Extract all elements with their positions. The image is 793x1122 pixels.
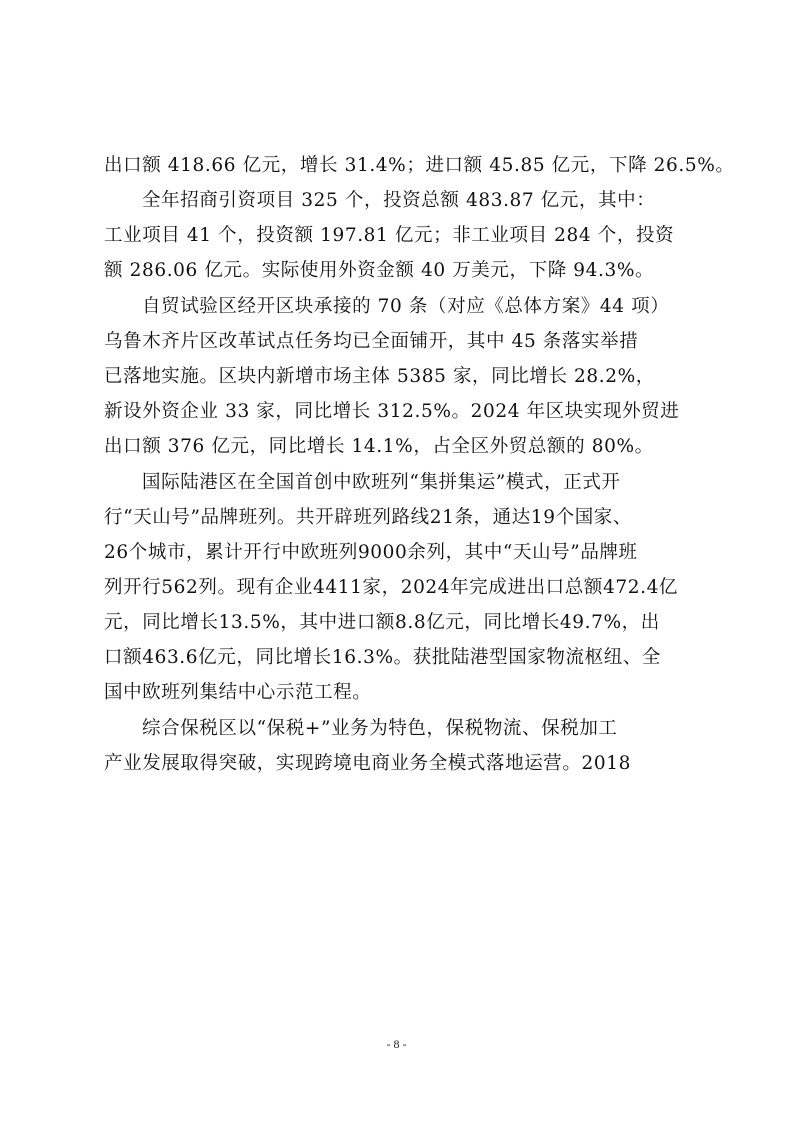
text-line-11: 行“天山号”品牌班列。共开辟班列路线21条，通达19个国家、 bbox=[104, 507, 632, 528]
text-line-14: 元，同比增长13.5%，其中进口额8.8亿元，同比增长49.7%，出 bbox=[104, 612, 660, 633]
text-line-10: 国际陆港区在全国首创中欧班列“集拼集运”模式，正式开 bbox=[142, 472, 621, 493]
text-line-13: 列开行562列。现有企业4411家，2024年完成进出口总额472.4亿 bbox=[104, 577, 679, 598]
text-line-6: 乌鲁木齐片区改革试点任务均已全面铺开，其中 45 条落实举措 bbox=[104, 331, 639, 352]
page-number: - 8 - bbox=[386, 1037, 407, 1051]
text-line-18: 产业发展取得突破，实现跨境电商业务全模式落地运营。2018 bbox=[104, 753, 631, 774]
text-line-4: 额 286.06 亿元。实际使用外资金额 40 万美元，下降 94.3%。 bbox=[104, 260, 655, 281]
text-line-12: 26个城市，累计开行中欧班列9000余列，其中“天山号”品牌班 bbox=[104, 542, 638, 563]
text-line-16: 国中欧班列集结中心示范工程。 bbox=[104, 682, 372, 703]
text-line-17: 综合保税区以“保税+”业务为特色，保税物流、保税加工 bbox=[142, 718, 618, 739]
text-line-9: 出口额 376 亿元，同比增长 14.1%，占全区外贸总额的 80%。 bbox=[104, 436, 654, 457]
text-line-3: 工业项目 41 个，投资额 197.81 亿元；非工业项目 284 个，投资 bbox=[104, 225, 675, 246]
body-text bbox=[104, 148, 735, 781]
text-line-2: 全年招商引资项目 325 个，投资总额 483.87 亿元，其中： bbox=[142, 190, 656, 211]
text-line-8: 新设外资企业 33 家，同比增长 312.5%。2024 年区块实现外贸进 bbox=[104, 401, 680, 422]
text-line-1: 出口额 418.66 亿元，增长 31.4%；进口额 45.85 亿元，下降 26.5%。 bbox=[104, 155, 735, 176]
text-line-7: 已落地实施。区块内新增市场主体 5385 家，同比增长 28.2%， bbox=[104, 366, 655, 387]
text-line-15: 口额463.6亿元，同比增长16.3%。获批陆港型国家物流枢纽、全 bbox=[104, 647, 662, 668]
text-line-5: 自贸试验区经开区块承接的 70 条（对应《总体方案》44 项） bbox=[142, 296, 670, 317]
